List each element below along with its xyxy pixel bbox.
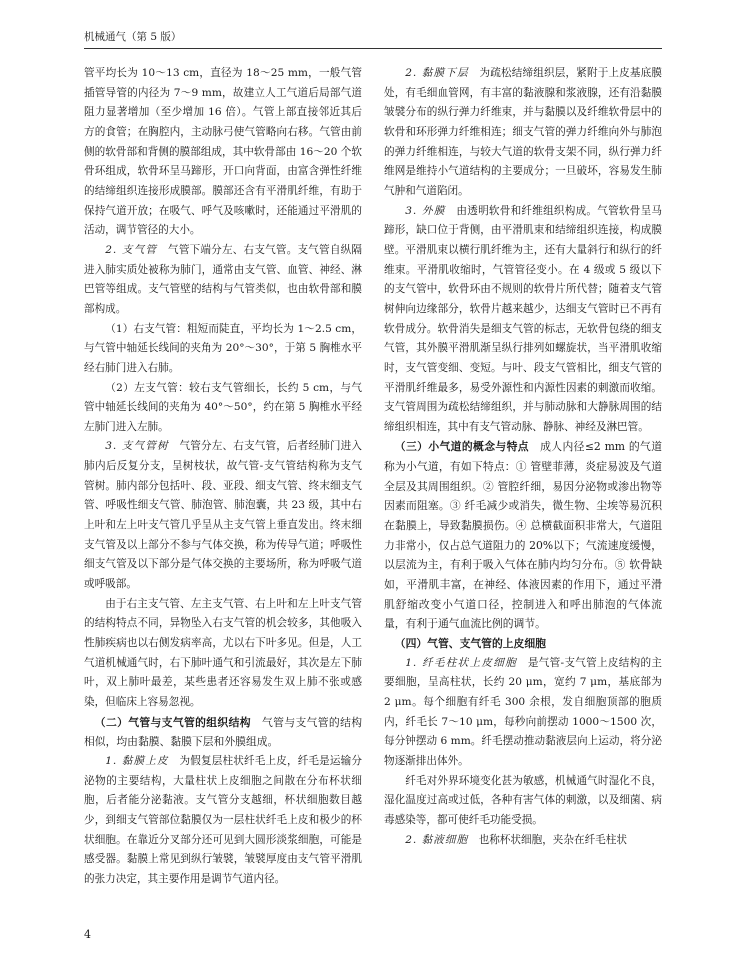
section-submucosa-label: 2. 黏膜下层 [405,67,469,79]
section-adventitia-label: 3. 外膜 [405,204,446,217]
section-adventitia [384,202,662,438]
running-header-title: 机械通气（第 5 版） [84,31,182,43]
section-ciliated-cells [384,654,662,772]
section-mucosa-epithelium-text: 为假复层柱状纤毛上皮，纤毛是运输分泌物的主要结构，大量柱状上皮细胞之间散在分布杯状细胞，后者能分泌黏液。支气管分支越细，杯状细胞数目越少，到细支气管部位黏膜仅为一层柱状纤毛上皮和极少的杯状细胞。在靠近分叉部分还可见到大圆形淡浆细胞，可能是感受器。黏膜上常见到纵行皱襞，皱襞厚度由支气管平滑肌的张力决定，其主要作用是调节气道内径。 [84,754,362,885]
section-ciliated-cells-label: 1. 纤毛柱状上皮细胞 [405,656,517,669]
section-mucous-cells-text: 也称杯状细胞，夹杂在纤毛柱状 [478,833,627,846]
heading-histology [84,713,362,752]
heading-epithelial-cells [384,634,662,654]
right-column [384,64,662,850]
section-submucosa [384,64,662,202]
section-bronchi [84,241,362,320]
section-submucosa-text: 为疏松结缔组织层，紧附于上皮基底膜处，有毛细血管网，有丰富的黏液腺和浆液腺，还有沿黏膜皱襞分布的纵行弹力纤维束，并与黏膜以及纤维软骨层中的软骨和环形弹力纤维相连；细支气管的弹力纤维向外与肺泡的弹力纤维相连，与较大气道的软骨支架不同，纵行弹力纤维网是维持小气道结构的主要成分；一旦破坏，容易发生肺气肿和气道陷闭。 [384,67,662,197]
heading-epithelial-cells-text: （四）气管、支气管的上皮细胞 [394,637,546,651]
section-ciliated-cells-text: 是气管-支气管上皮结构的主要细胞，呈高柱状，长约 20 μm，宽约 7 μm，基底部为 2 μm。每个细胞有纤毛 300 余根，发自细胞顶部的胞质内，纤毛长 7～10 μm，每秒向前摆动 1000～1500 次，每分钟摆动 6 mm。纤毛摆动推动黏液层向上运动，将分泌物逐渐排出体外。 [384,656,662,767]
section-mucosa-epithelium-label: 1. 黏膜上皮 [105,754,169,767]
heading-small-airways [384,437,662,634]
paragraph-cilia-sensitivity: 纤毛对外界环境变化甚为敏感，机械通气时湿化不良，湿化温度过高或过低，各种有害气体的刺激，以及细菌、病毒感染等，都可使纤毛功能受损。 [384,774,662,826]
section-bronchi-text: 气管下端分左、右支气管。支气管自纵隔进入肺实质处被称为肺门，通常由支气管、血管、神经、淋巴管等组成。支气管壁的结构与气管类似，也由软骨部和膜部构成。 [84,243,363,315]
section-bronchial-tree-text: 气管分左、右支气管，后者经肺门进入肺内后反复分支，呈树枝状，故气管-支气管结构称为支气管树。肺内部分包括叶、段、亚段、细支气管、终末细支气管、呼吸性细支气管、肺泡管、肺泡囊，共 23 级，其中右上叶和左上叶支气管几乎呈从主支气管上垂直发出。终末细支气管及以上部分不参与气体交换，称为传导气道；呼吸性细支气管及以下部分是气体交换的主要场所，称为呼吸气道或呼吸部。 [84,440,362,591]
section-bronchial-tree [84,437,362,594]
left-bronchus-item: （2）左支气管：较右支气管细长，长约 5 cm，与气管中轴延长线间的夹角为 40°～50°，约在第 5 胸椎水平经左肺门进入左肺。 [84,381,362,433]
heading-small-airways-text: （三）小气道的概念与特点 [394,440,529,454]
section-bronchial-tree-label: 3. 支气管树 [105,440,169,453]
heading-histology-text: （二）气管与支气管的组织结构 [94,715,251,729]
section-mucous-cells [384,831,662,851]
left-column [84,64,362,890]
section-adventitia-text: 由透明软骨和纤维组织构成。气管软骨呈马蹄形，缺口位于背侧，由平滑肌束和结缔组织连接，构成膜壁。平滑肌束以横行肌纤维为主，还有大量斜行和纵行的纤维束。平滑肌收缩时，气管管径变小。在 4 级或 5 级以下的支气管中，软骨环由不规则的软骨片所代替；随着支气管树伸向边缘部分，软骨片越来越少，达细支气管时已不再有软骨成分。软骨消失是细支气管的标志，无软骨包绕的细支气管，其外膜平滑肌渐呈纵行排列如螺旋状，当平滑肌收缩时，支气管变细、变短。与叶、段支气管相比，细支气管的平滑肌纤维最多，易受外源性和内源性因素的刺激而收缩。支气管周围为疏松结缔组织，并与肺动脉和大静脉周围的结缔组织相连，其中有支气管动脉、静脉、神经及淋巴管。 [384,204,663,433]
section-mucous-cells-label: 2. 黏液细胞 [405,833,469,846]
heading-small-airways-tail: 成人内径≤2 mm 的气道称为小气道，有如下特点：① 管壁菲薄，炎症易波及气道全层及其周围组织。② 管腔纤细，易因分泌物或渗出物等因素而阻塞。③ 纤毛减少或消失，微生物、尘埃等易沉积在黏膜上，导致黏膜损伤。④ 总横截面积非常大，气道阻力非常小，仅占总气道阻力的 20%以下；气流速度缓慢，以层流为主，有利于吸入气体在肺内均匀分布。⑤ 软骨缺如，平滑肌丰富，在神经、体液因素的作用下，通过平滑肌舒缩改变小气道口径，控制进入和呼出肺泡的气体流量，有利于通气血流比例的调节。 [384,440,663,631]
page-number: 4 [84,928,91,941]
paragraph-foreign-body: 由于右主支气管、左主支气管、右上叶和左上叶支气管的结构特点不同，异物坠入右支气管的机会较多，其他吸入性肺疾病也以右侧发病率高，尤以右下叶多见。但是，人工气道机械通气时，右下肺叶通气和引流最好，其次是左下肺叶，双上肺叶最差，某些患者还容易发生双上肺不张或感染，但临床上容易忽视。 [84,597,362,708]
heading-histology-tail: 气管与支气管的结构相似，均由黏膜、黏膜下层和外膜组成。 [84,715,363,749]
paragraph-continuation: 管平均长为 10～13 cm，直径为 18～25 mm，一般气管插管导管的内径为 7～9 mm，故建立人工气道后局部气道阻力显著增加（至少增加 16 倍）。气管上部直接邻近其后方的食管；在胸腔内，主动脉弓使气管略向右移。气管由前侧的软骨部和背侧的膜部组成，其中软骨部由 16～20 个软骨环组成，软骨环呈马蹄形，开口向背面，由富含弹性纤维的结缔组织连接形成膜部。膜部还含有平滑肌纤维，有助于保持气道开放；在吸气、呼气及咳嗽时，还能通过平滑肌的活动，调节管径的大小。 [84,67,362,237]
right-bronchus-item: （1）右支气管：粗短而陡直，平均长为 1～2.5 cm，与气管中轴延长线间的夹角为 20°～30°，于第 5 胸椎水平经右肺门进入右肺。 [84,322,362,374]
section-bronchi-label: 2. 支气管 [105,243,158,256]
running-header [84,30,662,44]
section-mucosa-epithelium [84,752,362,890]
header-rule [84,48,662,49]
